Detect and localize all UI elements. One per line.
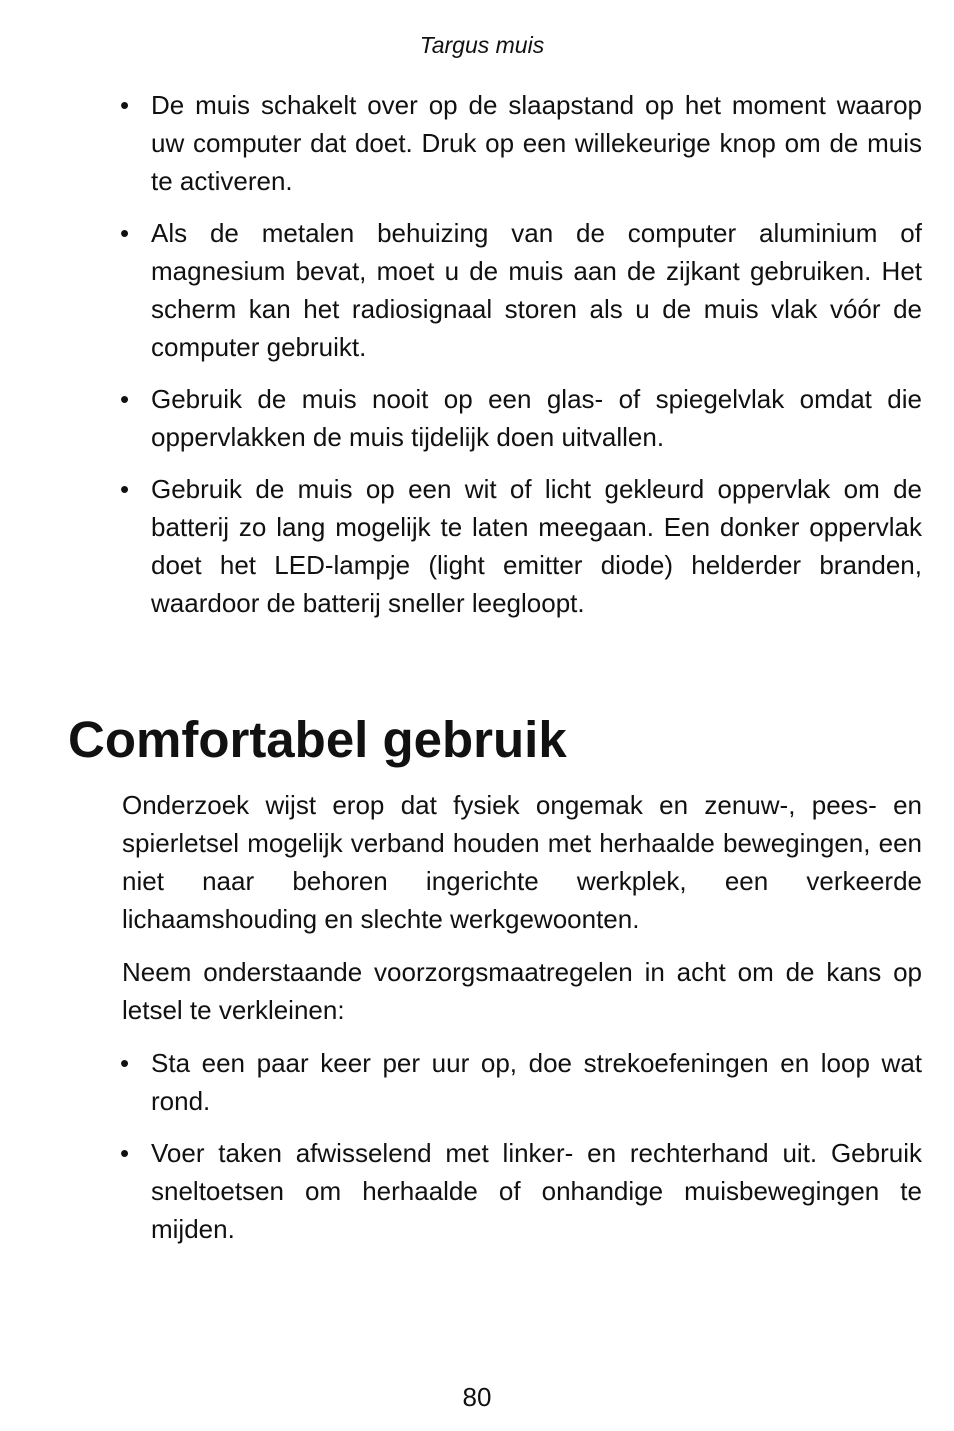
list-item-text: De muis schakelt over op de slaapstand op het moment waarop uw computer dat doet. Druk op een willekeurige knop om de muis te activeren. [151,90,922,196]
list-item [120,380,922,456]
list-item-text: Gebruik de muis nooit op een glas- of spiegelvlak omdat die oppervlakken de muis tijdelijk doen uitvallen. [151,384,922,452]
bullet-icon: • [120,384,130,414]
list-item [120,214,922,366]
list-item [120,86,922,200]
list-item [120,470,922,622]
tips-list [120,86,922,636]
bullet-icon: • [120,1138,130,1168]
bullet-icon: • [120,1048,130,1078]
running-header: Targus muis [419,32,545,58]
paragraph: Onderzoek wijst erop dat fysiek ongemak en zenuw-, pees- en spierletsel mogelijk verband houden met herhaalde bewegingen, een niet naar behoren ingerichte werkplek, een verkeerde lichaamshouding en slechte werkgewoonten. [122,790,922,934]
page-number: 80 [462,1382,492,1412]
list-item-text: Voer taken afwisselend met linker- en rechterhand uit. Gebruik sneltoetsen om herhaalde of onhandige muisbewegingen te mijden. [151,1138,922,1244]
paragraph: Neem onderstaande voorzorgsmaatregelen in acht om de kans op letsel te verkleinen: [122,957,922,1025]
bullet-icon: • [120,218,130,248]
list-item-text: Als de metalen behuizing van de computer aluminium of magnesium bevat, moet u de muis aan de zijkant gebruiken. Het scherm kan het radiosignaal storen als u de muis vlak vóór de computer gebruikt. [151,218,922,362]
bullet-icon: • [120,90,130,120]
precautions-list [120,1044,922,1248]
list-item [120,1044,922,1120]
list-item [120,1134,922,1248]
section-body [122,786,922,1262]
bullet-icon: • [120,474,130,504]
list-item-text: Gebruik de muis op een wit of licht gekleurd oppervlak om de batterij zo lang mogelijk te laten meegaan. Een donker oppervlak doet het LED-lampje (light emitter diode) helderder branden, waardoor de batterij sneller leegloopt. [151,474,922,618]
section-title: Comfortabel gebruik [68,711,567,768]
bullet-list [120,86,922,622]
list-item-text: Sta een paar keer per uur op, doe strekoefeningen en loop wat rond. [151,1048,922,1116]
